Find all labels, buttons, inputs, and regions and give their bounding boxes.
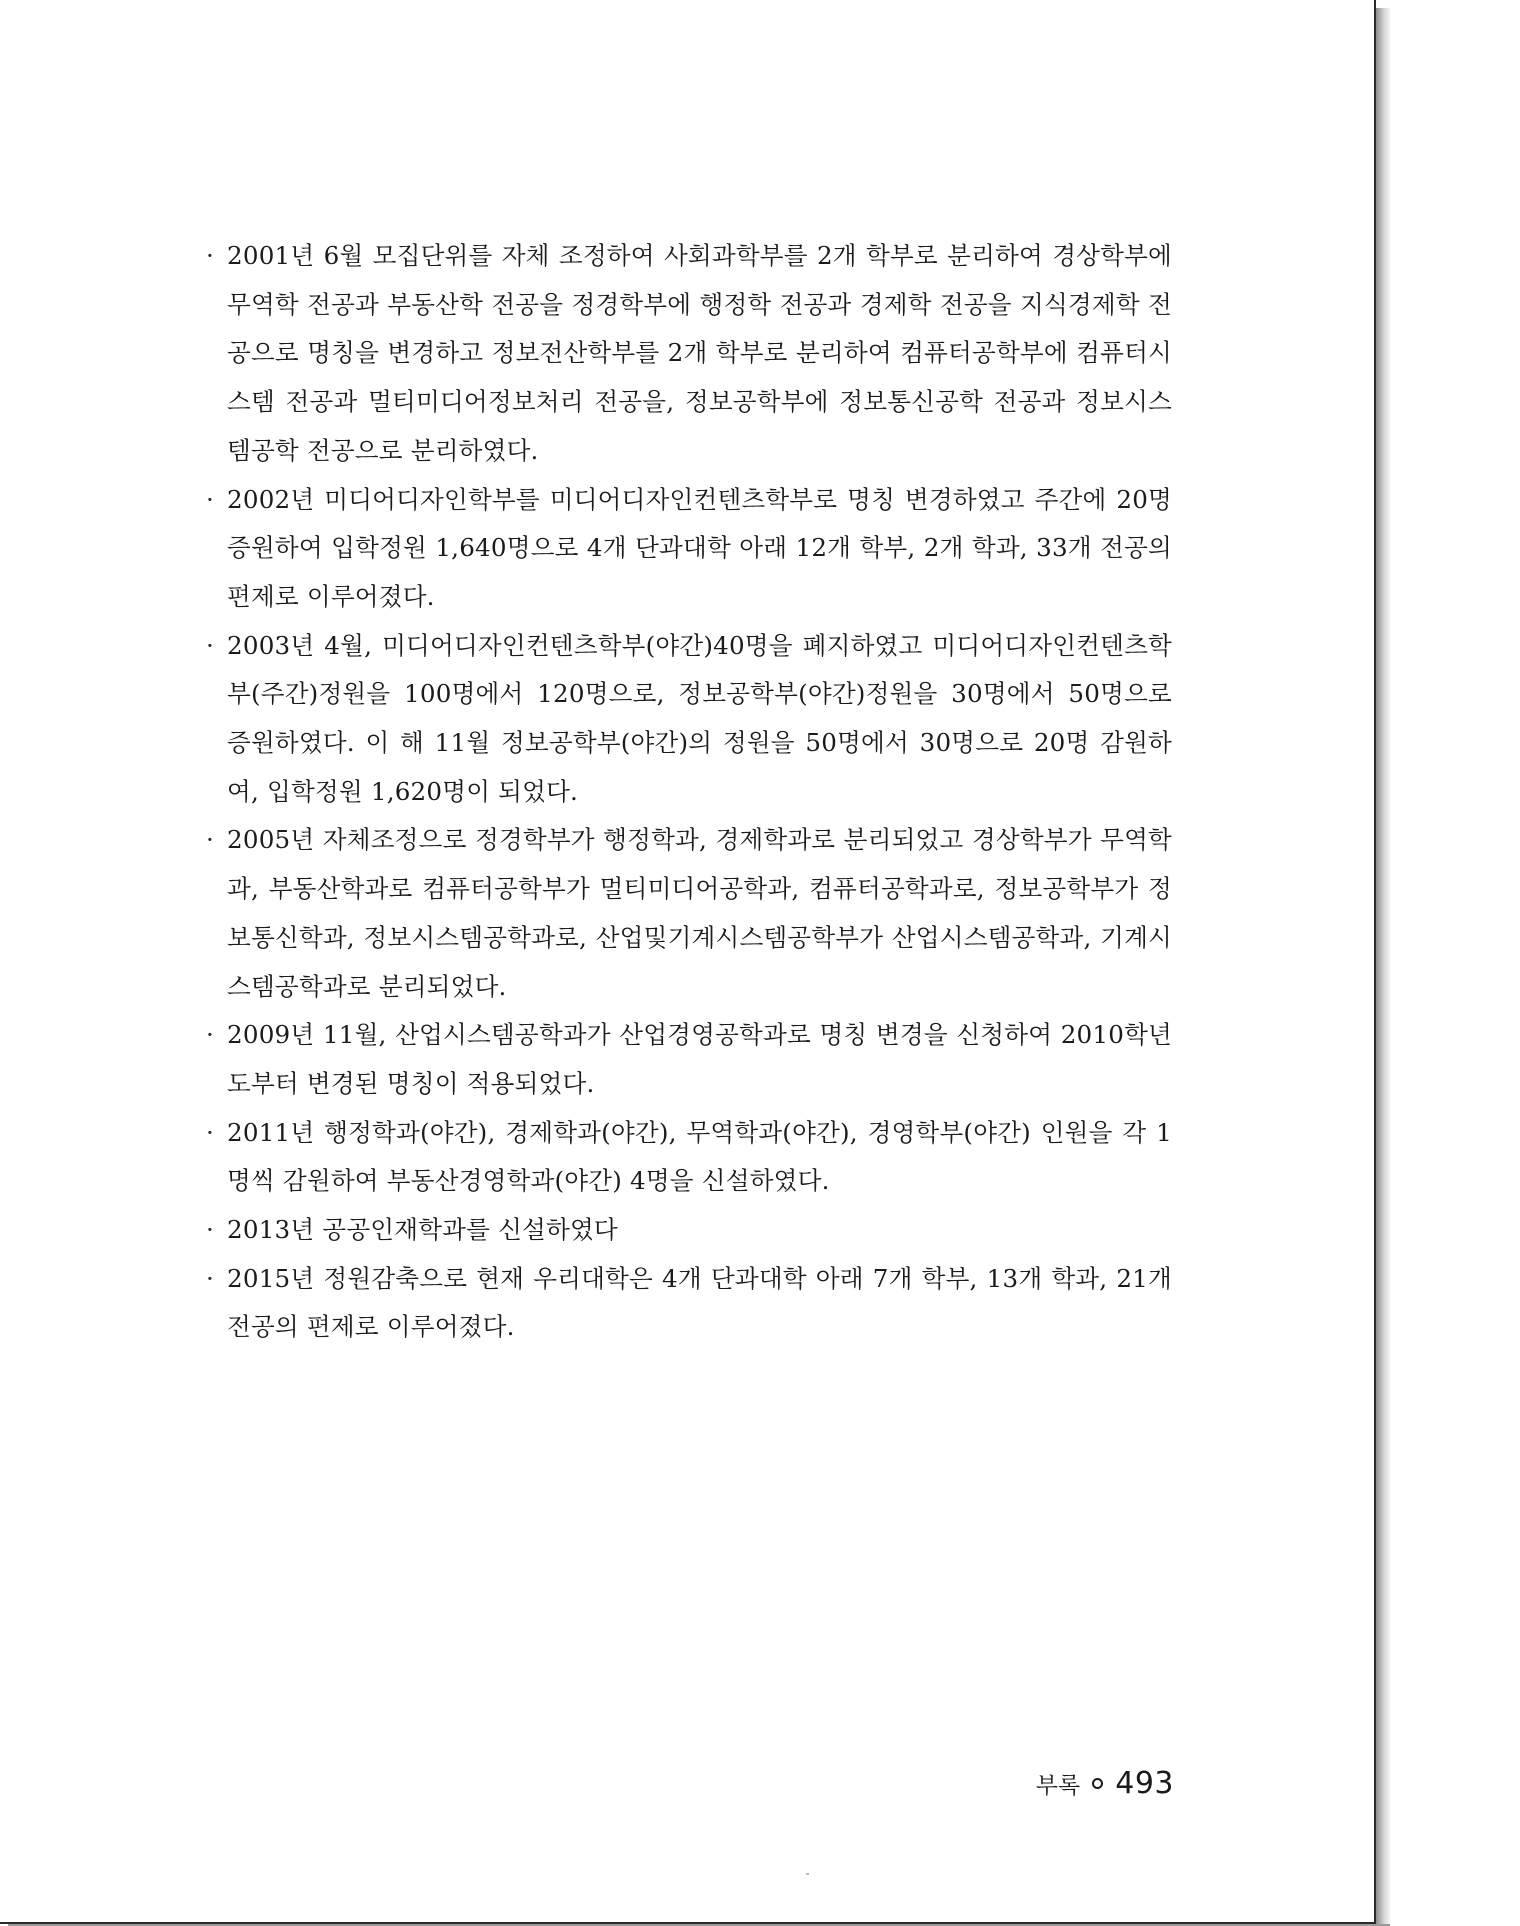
footer-section-label: 부록 bbox=[1035, 1773, 1081, 1799]
entry-text: 2003년 4월, 미디어디자인컨텐츠학부(야간)40명을 폐지하였고 미디어디자인컨텐츠학부(주간)정원을 100명에서 120명으로, 정보공학부(야간)정원을 30명에서 50명으로 증원하였다. 이 해 11월 정보공학부(야간)의 정원을 50명에서 30명으로 20명 감원하여, 입학정원 1,620명이 되었다. bbox=[227, 630, 1172, 806]
entry-text: 2013년 공공인재학과를 신설하였다 bbox=[227, 1215, 618, 1245]
bullet-mark: · bbox=[206, 1117, 215, 1147]
entry-text: 2015년 정원감축으로 현재 우리대학은 4개 단과대학 아래 7개 학부, 13개 학과, 21개 전공의 편제로 이루어졌다. bbox=[227, 1263, 1172, 1342]
bullet-mark: · bbox=[206, 1020, 215, 1050]
bullet-mark: · bbox=[206, 1263, 215, 1293]
page-number: 493 bbox=[1115, 1766, 1174, 1801]
footer-dot-icon bbox=[1092, 1778, 1103, 1789]
history-entry-list bbox=[204, 232, 1172, 1352]
page-edge-shadow bbox=[1376, 8, 1390, 1926]
history-entry-2002 bbox=[204, 476, 1172, 622]
bullet-mark: · bbox=[206, 241, 215, 270]
bullet-mark: · bbox=[206, 484, 215, 514]
history-entry-2003 bbox=[204, 622, 1172, 817]
page-footer bbox=[1036, 1766, 1174, 1801]
bullet-mark: · bbox=[206, 630, 215, 660]
history-entry-2001 bbox=[204, 232, 1172, 476]
entry-text: 2001년 6월 모집단위를 자체 조정하여 사회과학부를 2개 학부로 분리하여 경상학부에 무역학 전공과 부동산학 전공을 정경학부에 행정학 전공과 경제학 전공을 지식경제학 전공으로 명칭을 변경하고 정보전산학부를 2개 학부로 분리하여 컴퓨터공학부에 컴퓨터시스템 전공과 멀티미디어정보처리 전공을, 정보공학부에 정보통신공학 전공과 정보시스템공학 전공으로 분리하였다. bbox=[227, 241, 1172, 465]
history-entry-2005 bbox=[204, 816, 1172, 1011]
history-entry-2013 bbox=[204, 1206, 1172, 1255]
scan-speck bbox=[806, 1873, 809, 1875]
entry-text: 2009년 11월, 산업시스템공학과가 산업경영공학과로 명칭 변경을 신청하여 2010학년도부터 변경된 명칭이 적용되었다. bbox=[227, 1020, 1172, 1098]
entry-text: 2011년 행정학과(야간), 경제학과(야간), 무역학과(야간), 경영학부(야간) 인원을 각 1명씩 감원하여 부동산경영학과(야간) 4명을 신설하였다. bbox=[227, 1117, 1172, 1196]
bullet-mark: · bbox=[206, 1215, 215, 1245]
entry-text: 2005년 자체조정으로 정경학부가 행정학과, 경제학과로 분리되었고 경상학부가 무역학과, 부동산학과로 컴퓨터공학부가 멀티미디어공학과, 컴퓨터공학과로, 정보공학부가 정보통신학과, 정보시스템공학과로, 산업및기계시스템공학부가 산업시스템공학과, 기계시스템공학과로 분리되었다. bbox=[227, 825, 1172, 1001]
entry-text: 2002년 미디어디자인학부를 미디어디자인컨텐츠학부로 명칭 변경하였고 주간에 20명 증원하여 입학정원 1,640명으로 4개 단과대학 아래 12개 학부, 2개 학과, 33개 전공의 편제로 이루어졌다. bbox=[227, 484, 1172, 611]
history-entry-2015 bbox=[204, 1255, 1172, 1352]
bullet-mark: · bbox=[206, 825, 215, 855]
history-entry-2009 bbox=[204, 1011, 1172, 1108]
history-entry-2011 bbox=[204, 1109, 1172, 1206]
